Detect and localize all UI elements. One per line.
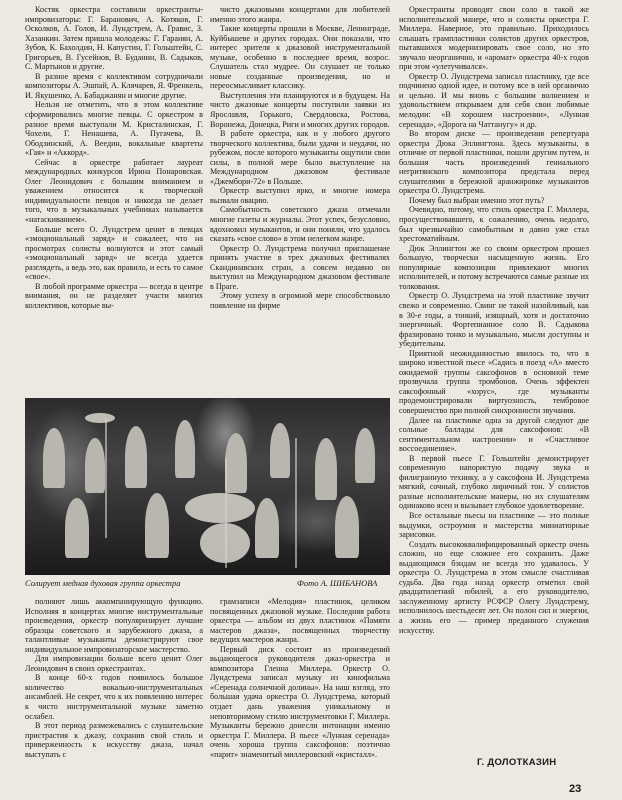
orchestra-photo [25, 398, 390, 575]
paragraph: Очевидно, потому, что стиль оркестра Г. Миллера, просуществовавшего, к сожалению, очень недолго, был чрезвычайно самобытным и давно уже стал хрестоматийным. [399, 205, 589, 244]
paragraph: Оркестранты проводят свои соло в такой же исполнительской манере, что и солисты оркестра Г. Миллера. Наверное, это правильно. Приходилось слышать грампластинки солистов других оркестров, пытавшихся модернизировать свое соло, но это звучало неорганично, и «аромат» оркестра 40-х годов при этом «улетучивался». [399, 5, 589, 72]
text-column-3 [399, 5, 589, 748]
paragraph: Оркестр О. Лундстрема записал пластинку, где все подчинено одной идее, и потому все в ней органично и цельно. И мы вновь с большим волнением и удовольствием открываем для себя свои любимые мелодии: «В хорошем настроении», «Лунная серенада», «Дорога на Чаттанугу» и др. [399, 71, 589, 129]
paragraph: Приятной неожиданностью явилось то, что в широко известной пьесе «Садись в поезд «А» вместо ожидаемой группы саксофонов в основной теме прозвучала группа тромбонов. Очень эффектен саксофонный «хорус», где музыканты продемонстрировали виртуозность, тембровое совершенство при полной синхронности звучания. [399, 348, 589, 415]
text-column-1 [25, 5, 203, 397]
paragraph: В работе оркестра, как и у любого другого творческого коллектива, были удачи и неудачи, но рубежом, после которого музыканты ощутили свои силы, в полной мере было выступление на Международном джазовом фестивале «Джембори-72» в Польше. [210, 129, 390, 186]
text-column-4 [25, 597, 203, 774]
paragraph: полняют лишь аккомпанирующую функцию. Исполняя в концертах многие инструментальные произведения, оркестр популяризирует лучшие образцы советского и зарубежного джаза, а талантливые музыканты демонстрируют свое индивидуальное импровизаторское мастерство. [25, 597, 203, 654]
paragraph: Выступления эти планируются и в будущем. На чисто джазовые концерты поступили заявки из Ярославля, Горького, Свердловска, Ростова, Воронежа, Донецка, Риги и многих других городов. [210, 90, 390, 129]
paragraph: чисто джазовыми концертами для любителей именно этого жанра. [210, 5, 390, 24]
paragraph: Сейчас в оркестре работает лауреат международных конкурсов Ирина Понаровская. Олег Леонидович с большим вниманием и уважением относится к творческой индивидуальности певцов и никогда не делает того, что в музыкальных учебниках называется «натаскиванием». [25, 157, 203, 225]
paragraph: Такие концерты прошли в Москве, Ленинграде, Куйбышеве и других городах. Они показали, что интерес зрителя к джазовой инструментальной музыке, особенно в последнее время, возрос. Слушатель стал мудрее. Он слушает не только новые созданные произведения, но и переосмысливает классику. [210, 24, 390, 91]
paragraph: Во втором диске — произведения репертуара оркестра Дюка Эллингтона. Здесь музыканты, в отличие от первой пластинки, пошли другим путем, и большая часть произведений гениального негритянского композитора предстала перед слушателями в бережной аранжировке музыкантов оркестра О. Лундстрема. [399, 129, 589, 196]
text-column-5 [210, 597, 390, 774]
text-column-2 [210, 5, 390, 397]
paragraph: Самобытность советского джаза отмечали многие газеты и журналы. Этот успех, безусловно, вдохновил музыкантов, и они поняли, что удалось сказать «свое слово» в этом нелегком жанре. [210, 205, 390, 244]
paragraph: Дюк Эллингтон же со своим оркестром прошел большую, творчески насыщенную жизнь. Его популярные композиции привлекают многих исполнителей, и потому встречаются самые разные их толкования. [399, 243, 589, 291]
paragraph: Далее на пластинке одна за другой следуют две сольные баллады для саксофонов: «В сентиментальном настроении» и «Счастливое воссоединение». [399, 415, 589, 454]
paragraph: Больше всего О. Лундстрем ценит в певцах «эмоциональный заряд» и сожалеет, что на просмотрах солисты волнуются и этот самый «эмоциональный заряд» не всегда удается разглядеть, а ведь это, как правило, и есть то самое «свое». [25, 224, 203, 282]
paragraph: Нельзя не отметить, что в этом коллективе сформировались многие певцы. С оркестром в разное время выступали М. Кристалинская, Г. Чохели, Г. Ненашева, А. Пугачева, В. Ободзинский, А. Веедин, вокальные квартеты «Гая» и «Аккорд». [25, 100, 203, 158]
paragraph: Костяк оркестра составили оркестранты-импровизаторы: Г. Баранович, А. Котяков, Г. Осколков, А. Голов, И. Лундстрем, А. Гравис, З. Хазанкин. Затем пришла молодежь: Г. Гаранян, А. Зубов, К. Бахолдин, Н. Капустин, Г. Гольштейн, С. Григорьев, В. Гусейнов, В. Буданин, В. Садыков, С. Мартынов и другие. [25, 5, 203, 72]
paragraph: В этот период размежевались с слушательские пристрастия к джазу, сохранив свой стиль и приверженность к искусству джаза, начал выступать с [25, 721, 203, 759]
paragraph: Почему был выбран именно этот путь? [409, 195, 545, 205]
photo-caption: Солирует медная духовая группа оркестра [25, 578, 181, 588]
paragraph: Создать высококвалифицированный оркестр очень сложно, но еще сложнее его сохранить. Даже выдающимся бэндам не всегда это удавалось. У оркестра О. Лундстрема в этом смысле счастливая судьба. Два года назад оркестр отметил свой двадцатилетний юбилей, а его руководителю, заслуженному артисту РСФСР Олегу Лундстрему, исполнилось шестьдесят лет. Он полон сил и энергии, а жизнь его — пример преданного служения искусству. [399, 539, 589, 635]
paragraph: Оркестр О. Лундстрема на этой пластинке звучит свежо и современно. Свинг не такой назойливый, как в 30-е годы, а тонкий, изящный, хотя и достаточно энергичный. Фортепианное соло В. Садыкова фразировано тонко и музыкально, мысли доступны и убедительны. [399, 291, 589, 349]
paragraph: В первой пьесе Г. Гольштейн демонстрирует современную напористую подачу звука и филигранную технику, а у саксофона И. Лундстрема мягкий, сочный, глубоко лиричный тон. У солистов разные исполнительские манеры, но их слушателям одинаково ясен и вызывает глубокое удовлетворение. [399, 453, 589, 511]
paragraph: В любой программе оркестра — всегда в центре внимания, он не разделяет участи многих коллективов, которые вы- [25, 281, 203, 310]
page-number: 23 [569, 783, 582, 795]
paragraph: Этому успеху в огромной мере способствовало появление на фирме [210, 291, 390, 310]
paragraph: Для импровизации больше всего ценит Олег Леонидович в своих оркестрантах. [25, 654, 203, 673]
paragraph: Оркестр выступил ярко, и многие номера вызвали овацию. [210, 186, 390, 205]
photo-credit: Фото А. ШИБАНОВА [297, 578, 378, 588]
paragraph: Первый диск состоит из произведений выдающегося руководителя джаз-оркестра и композитора Гленна Миллера. Оркестр О. Лундстрема записал музыку из кинофильма «Серенада солнечной долины». На наш взгляд, это большая удача оркестра О. Лундстрема, который отдает дань уважения уникальному и неповторимому стилю инструментовки Г. Миллера. Музыканты бережно донесли интонации именно оркестра Г. Миллера. В пьесе «Лунная серенада» очень хороша группа саксофонов: поэтично «парит» знаменитый миллеровский «кристалл». [210, 644, 390, 759]
paragraph: В разное время с коллективом сотрудничали композиторы А. Эшпай, А. Клячарев, Я. Френкель, И. Якушенко, А. Бабаджанян и многие другие. [25, 71, 203, 100]
paragraph: грамзаписи «Мелодия» пластинок, целиком посвященных джазовой музыке. Последняя работа оркестра — альбом из двух пластинок «Памяти мастеров джаза», посвященных творчеству ведущих мастеров жанра. [210, 597, 390, 645]
paragraph: Оркестр О. Лундстрема получил приглашение принять участие в трех джазовых фестивалях Скандинавских стран, а совсем недавно он выступил на Международном джазовом фестивале в Праге. [210, 243, 390, 291]
paragraph: Все остальные пьесы на пластинке — это полные выдумки, остроумия и мастерства миниатюрные зарисовки. [399, 510, 589, 540]
paragraph: В конце 60-х годов появилось большое количество вокально-инструментальных ансамблей. Не секрет, что к их появлению интерес к чисто инструментальной музыке заметно ослабел. [25, 673, 203, 721]
author-signature: Г. ДОЛОТКАЗИН [477, 757, 557, 768]
